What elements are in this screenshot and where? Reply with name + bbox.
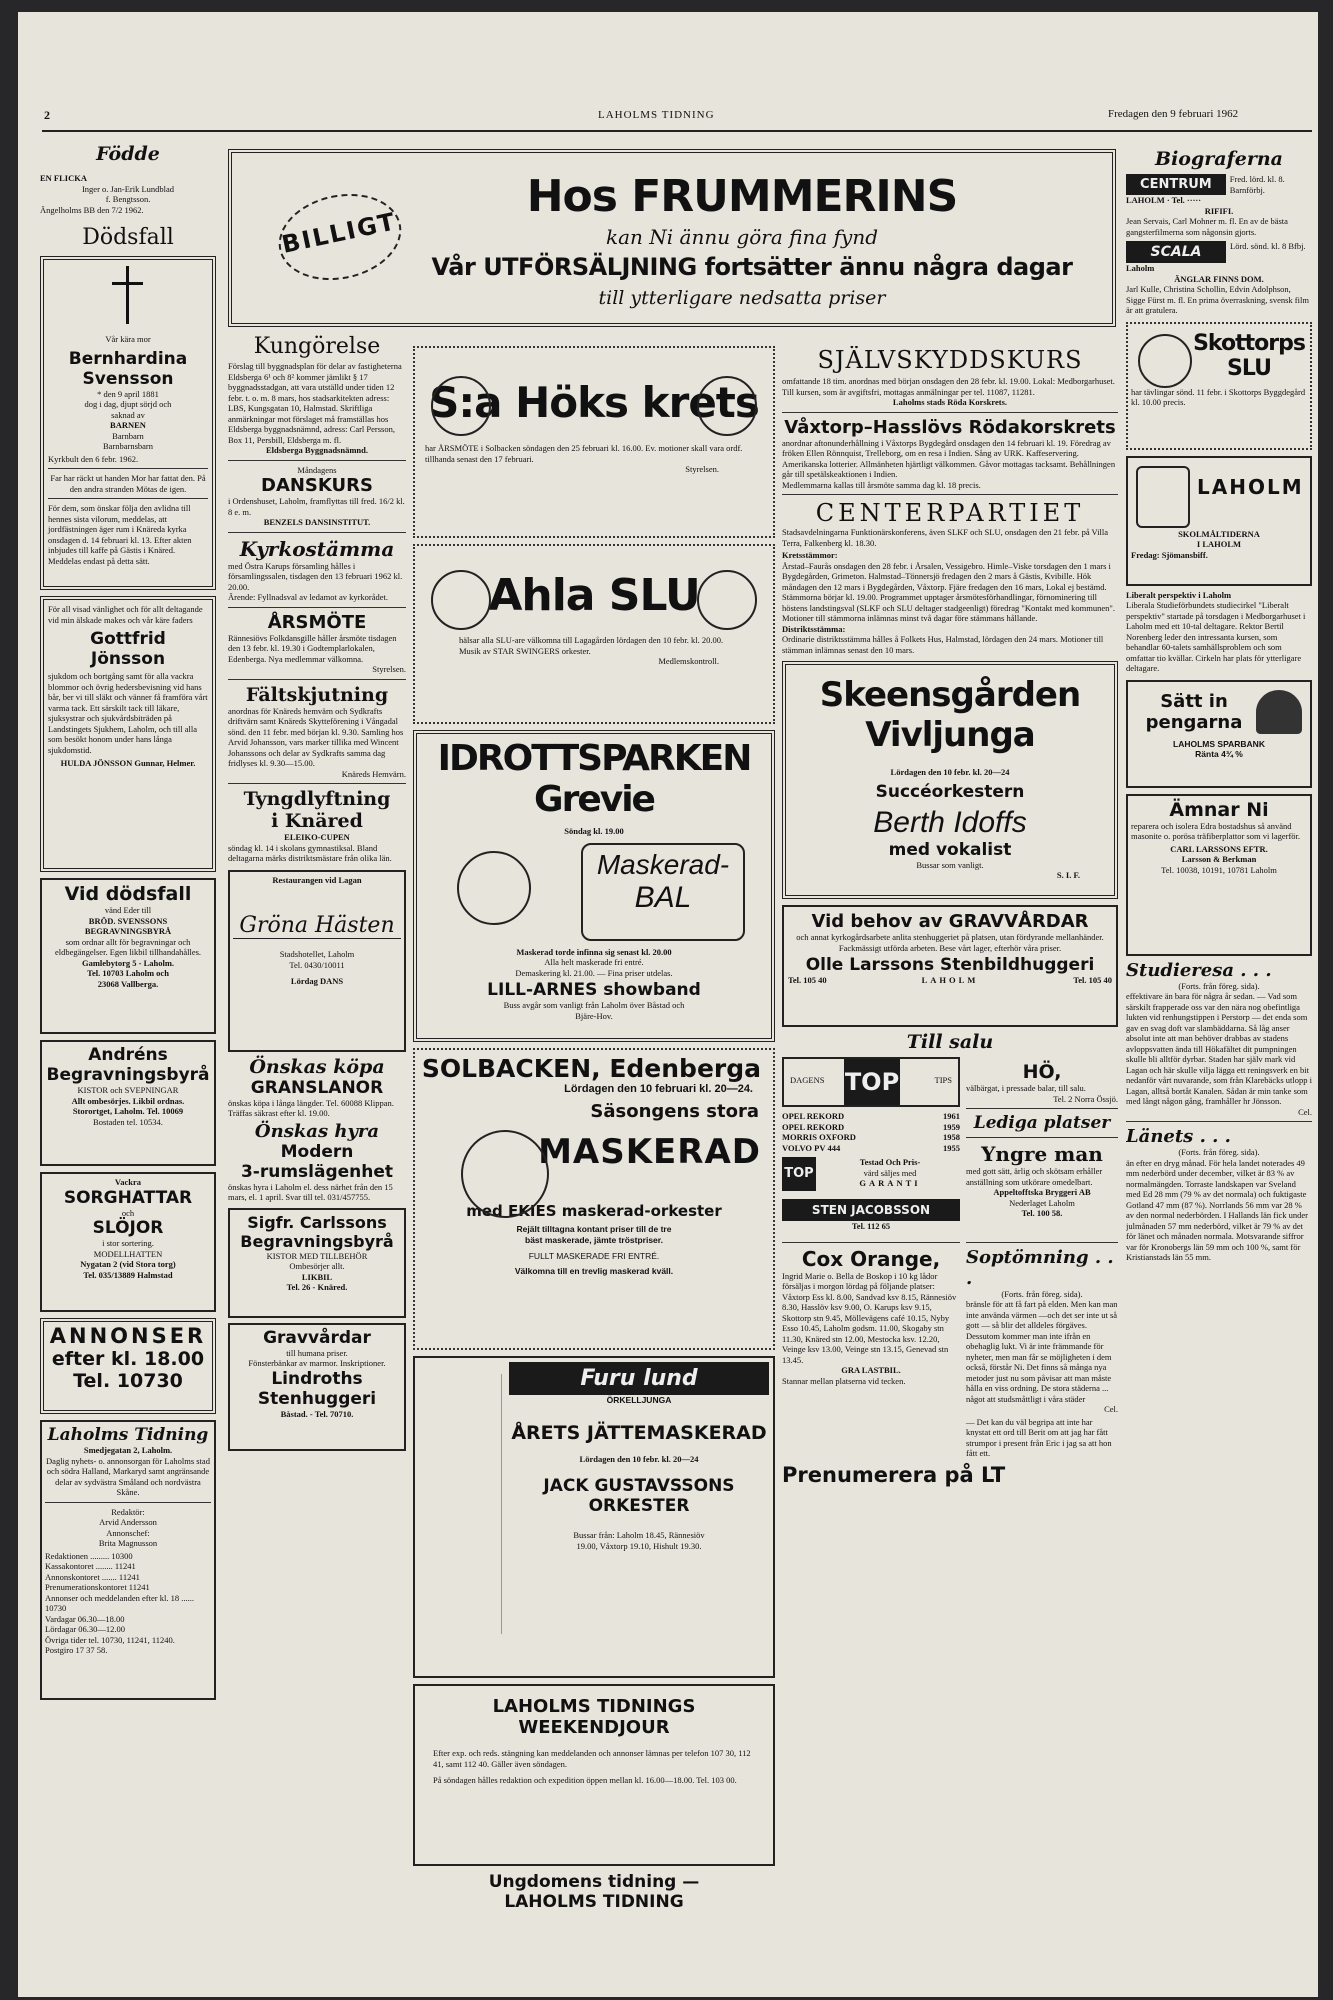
idrottsparken-l3: Demaskering kl. 21.00. — Fina priser utdelas. (515, 967, 673, 978)
scout-emblem-right-icon (697, 376, 757, 436)
ad-amnar-ni (1126, 794, 1312, 956)
skottorps-slu: SLU (1227, 355, 1271, 381)
kungorelse-sign: Eldsberga Byggnadsnämnd. (265, 445, 369, 455)
obit1-place: Kyrkbult den 6 febr. 1962. (48, 453, 139, 464)
ad-ahla-slu (413, 544, 775, 724)
masthead-editor: Arvid Andersson (99, 1517, 157, 1527)
tyngdlyft-body: söndag kl. 14 i skolans gymnastiksal. Bland deltagarna märks distriktsmästare från olika län. (228, 842, 392, 863)
ad-vid-dodsfall-title: Vid dödsfall (64, 883, 192, 905)
solbacken-maskerad: MASKERAD (538, 1132, 761, 1172)
maskerad-bal-t2: BAL (634, 880, 692, 914)
grona-hasten-l3: Lördag DANS (290, 976, 344, 986)
soptomning-body: bränsle för att få fart på elden. Men kan man inte använda värmen —och det ser inte ut så gott — så blir det alldeles förgäves. Dessutom kommer man inte ifrån en obehaglig lukt. Vi är inte främmande för nyheter, men man får se möjligheten i dem också, förstår Ni. Det finns så många nya metoder just nu som påvisar att man måste hålla en viss ordning. De stora städerna ... något att studsmåttligt i våra städer (966, 1299, 1118, 1404)
lindroths-t1: Gravvårdar (263, 1327, 371, 1348)
gravvardar-tel1: Tel. 105 40 (788, 975, 827, 985)
ho-body: välbärgat, i pressade balar, till salu. (966, 1083, 1086, 1093)
weekendjour-t1: LAHOLMS TIDNINGS (492, 1696, 696, 1717)
furulund-date: Lördagen den 10 febr. kl. 20—24 (579, 1453, 699, 1464)
ad-andrens-title1: Andréns (88, 1045, 168, 1065)
laholm-title: LAHOLM (1197, 474, 1304, 499)
carlssons-t1: Sigfr. Carlssons (247, 1212, 387, 1232)
soptomning-cont: (Forts. från föreg. sida). (1001, 1288, 1083, 1299)
ad-hats-l2: i stor sortering. (102, 1238, 154, 1248)
weekendjour-body2: På söndagen hålles redaktion och expedition öppen mellan kl. 16.00—18.00. Tel. 103 00. (433, 1775, 737, 1785)
slu-emblem-right-icon (697, 570, 757, 630)
masthead-box (40, 1420, 216, 1700)
kyrkostamma-heading: Kyrkostämma (239, 536, 395, 561)
carlssons-l1: KISTOR MED TILLBEHÖR (266, 1250, 368, 1261)
ahla-slu-music: Musik av STAR SWINGERS orkester. (459, 645, 591, 656)
obit2-name-first: Gottfrid (90, 629, 166, 649)
granslanor-heading: GRANSLANOR (250, 1077, 384, 1098)
ad-hats-title1: SORGHATTAR (63, 1187, 193, 1208)
skolmaltider-t1: SKOLMÅLTIDERNA (1178, 528, 1260, 539)
skeensgarden-sign: S. I. F. (1056, 870, 1080, 880)
births-line-2: Inger o. Jan-Erik Lundblad (81, 183, 175, 194)
centrum-times: Fred. lörd. kl. 8. Barnförbj. (1229, 174, 1285, 195)
ungdomens-tidning-t2: LAHOLMS TIDNING (504, 1892, 684, 1912)
obit1-intro: Vår kära mor (105, 334, 151, 344)
banner-sub2: Vår UTFÖRSÄLJNING fortsätter ännu några dagar (431, 253, 1073, 281)
kyrkostamma-body: med Östra Karups församling hålles i församlingssalen, tisdagen den 13 februari 1962 kl. 20.00. (228, 560, 403, 592)
column-2 (228, 334, 406, 1994)
carlssons-l2: Ombesörjer allt. (289, 1261, 345, 1271)
centerpartiet-kretsstammor: Kretsstämmor: (782, 550, 838, 560)
ad-annonser-title: ANNONSER (49, 1324, 207, 1348)
tree-icon (1256, 690, 1302, 734)
skolmaltider-t2: I LAHOLM (1196, 539, 1242, 549)
slu-emblem-left-icon (431, 570, 491, 630)
gravvardar-tel2: Tel. 105 40 (1073, 975, 1112, 985)
solbacken-sub: Säsongens stora (590, 1101, 759, 1122)
lanets-body: än efter en dryg månad. För hela landet noterades 49 mm nederbörd under december, vilket är 83 % av normalmängden. Torraste landskapen var Sveland med Ed 28 mm (79 % av det normala) och fuktigaste Gotland 47 mm (87 %). Norrlands 56 mm var 28 % av den normal nederbörden. I Hallands län fick under julmånaden 57 mm nederbörd, vilket är 79 % av det för länet och månaden normala. Motsvarande siffror var för Kronobergs län 59 mm och 100 %, samt för Kristianstads län 55 mm. (1126, 1157, 1308, 1262)
sa-hoks-title: S:a Höks krets (429, 378, 759, 427)
mask-illustration (421, 837, 767, 947)
ad-annonser (40, 1318, 216, 1414)
banner-sub3: till ytterligare nedsatta priser (598, 287, 886, 309)
skottorps-title: Skottorps (1193, 330, 1305, 356)
ad-vid-dodsfall-l2: BRÖD. SVENSSONS (88, 915, 168, 926)
billigt-badge-text: BILLIGT (279, 207, 399, 259)
ad-carlssons (228, 1208, 406, 1318)
masthead-editor-label: Redaktör: (111, 1506, 145, 1517)
gravvardar-footer (788, 975, 1112, 986)
births-line-1: EN FLICKA (40, 173, 87, 183)
scout-emblem-left-icon (431, 376, 491, 436)
film1-title: RIFIFI. (1204, 205, 1234, 216)
centerpartiet-heading: CENTERPARTIET (815, 499, 1085, 527)
ad-andrens (40, 1040, 216, 1166)
arsmote-heading: ÅRSMÖTE (267, 611, 367, 633)
sales-line: värd säljes med (863, 1167, 917, 1178)
danskurs-body: i Ordenshuset, Laholm, framflyttas till fred. 16/2 kl. 8 e. m. (228, 496, 405, 517)
ad-idrottsparken (413, 730, 775, 1042)
lindroths-l3: Båstad. - Tel. 70710. (280, 1408, 354, 1419)
sten-jacobsson-logo: STEN JACOBSSON (782, 1199, 960, 1221)
column-4 (782, 346, 1118, 1996)
film2-title: ÄNGLAR FINNS DOM. (1174, 273, 1264, 284)
cox-orange-sign: GRA LASTBIL. (841, 1365, 901, 1375)
ad-annonser-phone: Tel. 10730 (73, 1370, 183, 1392)
biografer-heading: Biograferna (1155, 148, 1283, 170)
lediga-platser-heading: Lediga platser (973, 1113, 1111, 1133)
obit1-born: * den 9 april 1881 (97, 388, 159, 399)
furulund-logo: Furu lund (509, 1362, 769, 1395)
sparbank-t2: pengarna (1145, 711, 1243, 733)
tyngdlyft-heading1: Tyngdlyftning (243, 788, 391, 810)
obituary-1 (40, 256, 216, 590)
centrum-place: LAHOLM · Tel. ····· (1126, 195, 1202, 205)
solbacken-l3: FULLT MASKERADE FRI ENTRÉ. (528, 1251, 660, 1261)
masthead-desc: Daglig nyhets- o. annonsorgan för Laholms stad och södra Halland, Markaryd samt angränsande delar av sydvästra Småland och nordvästra Skåne. (46, 1455, 210, 1497)
cox-orange-note: Stannar mellan platserna vid tecken. (782, 1375, 906, 1386)
tyngdlyft-heading2: i Knäred (271, 810, 363, 832)
liberalt-heading: Liberalt perspektiv i Laholm (1126, 589, 1232, 600)
ad-grona-hasten (228, 870, 406, 1052)
studieresa-cont: (Forts. från föreg. sida). (1178, 980, 1260, 991)
carlssons-l4: Tel. 26 - Knäred. (286, 1282, 348, 1292)
skeensgarden-name: Berth Idoffs (873, 805, 1027, 839)
skolmaltider-friday: Fredag: Sjömansbiff. (1131, 549, 1208, 560)
maskerad-bal-box (581, 843, 745, 941)
ho-address: Tel. 2 Norra Össjö. (1053, 1093, 1118, 1104)
ad-hats-l1: Vackra (114, 1177, 142, 1187)
solbacken-l4: Välkomna till en trevlig maskerad kväll. (514, 1265, 674, 1276)
film2-desc: Jarl Kulle, Christina Schollin, Edvin Adolphson, Sigge Fürst m. fl. En prima överraskning, svensk film är att gratulera. (1126, 284, 1309, 315)
laholm-crest-icon (1136, 466, 1190, 528)
modern-heading: Modern (280, 1141, 354, 1162)
births-heading: Födde (96, 143, 160, 165)
page-header (18, 102, 1318, 132)
studieresa-sign: Cel. (1298, 1106, 1312, 1117)
scala-place: Laholm (1126, 263, 1155, 273)
centerpartiet-distrikt: Distriktsstämma: (782, 623, 846, 634)
ad-vid-dodsfall-l3: BEGRAVNINGSBYRÅ (84, 926, 172, 936)
furulund-l2: 19.00, Våxtorp 19.10, Hishult 19.30. (576, 1540, 702, 1551)
maskerad-bal-t1: Maskerad- (596, 848, 730, 880)
rodakors-body: anordnar aftonunderhållning i Våxtorps Bygdegård onsdagen den 14 februari kl. 19. Föredrag av fröken Ellen Rönnquist, Trelleborg, om en resa i Indien. Sång av URK. Kaffeservering. Amerikanska lotterier. Allmänheten hjärtligt välkommen. Gåvor mottagas tacksamt. Behållningen går till spetälskeaktionen i Indien. (782, 437, 1116, 479)
ad-skottorps-slu (1126, 322, 1312, 450)
idrottsparken-date: Söndag kl. 19.00 (564, 826, 624, 836)
ad-vid-dodsfall-l7: 23068 Vallberga. (97, 978, 159, 989)
lanets-heading: Länets . . . (1126, 1126, 1231, 1147)
grona-hasten-l2: Tel. 0430/10011 (289, 959, 345, 970)
obit2-body: sjukdom och bortgång samt för alla vackra blommor och övrig hedersbevisning vid hans bår, ber vi till släkt och vänner få framföra vårt varma tack. Ett särskilt tack till läkare, sjuksystrar och sjukvårdsbiträden på Landstingets Sjukhem, Laholm, och till alla som besökt honom under hans långa sjukdomstid. (48, 671, 208, 755)
centerpartiet-body3: Ordinarie distriktsstämma hålles å Folkets Hus, Halmstad, lördagen den 24 mars. Motioner till stämman inlämnas senast den 10 mars. (782, 634, 1104, 655)
arsmote-sign: Styrelsen. (372, 664, 406, 674)
ad-vid-dodsfall-l6: Tel. 10703 Laholm och (87, 968, 169, 978)
lindroths-l1: till humana priser. (286, 1347, 348, 1358)
arsmote-body: Rännesiövs Folkdansgille håller årsmöte tisdagen den 13 febr. kl. 19.30 i Godtemplarlokalen, Edenberga. Nya medlemmar välkomna. (228, 632, 397, 664)
weekendjour-body: Efter exp. och reds. stängning kan meddelanden och annonser lämnas per telefon 107 30, 112 41, samt 112 40. Gäller även söndagen. (433, 1748, 751, 1769)
sjalvskydd-sign: Laholms stads Röda Korskrets. (892, 397, 1008, 407)
amnar-ni-tel: Tel. 10038, 10191, 10781 Laholm (1161, 864, 1277, 875)
studieresa-heading: Studieresa . . . (1126, 959, 1272, 981)
danskurs-heading: DANSKURS (261, 475, 373, 496)
skeensgarden-title: Skeensgården Vivljunga (819, 675, 1081, 755)
kungorelse-body: Förslag till byggnadsplan för delar av fastigheterna Eldsberga 6¹ och 8² kommer jämlikt § 17 byggnadsstadgan, att vara utställd under tiden 12 febr. t. o. m. 8 mars, hos stadsarkitekten adress: LBS, Kungsgatan 10, Halmstad. Skriftliga anmärkningar mot förslaget må framställas hos Eldsberga byggnadsnämnd, adress: Carl Persson, Box 11, Persbill, Eldsberga m. fl. (228, 361, 402, 445)
granslanor-body: önskas köpa i långa längder. Tel. 60088 Klippan. Träffas säkrast efter kl. 19.00. (228, 1097, 394, 1118)
ad-solbacken (413, 1048, 775, 1350)
sjalvskydd-body: omfattande 18 tim. anordnas med början onsdagen den 28 febr. kl. 19.00. Lokal: Medborgarhuset. Till kursen, som är avgiftsfri, mottagas anmälningar per tel. 11087, 11281. (782, 376, 1115, 397)
liberalt-body: Liberala Studieförbundets studiecirkel "Liberalt perspektiv" startade på torsdagen i Medborgarhuset i Laholm med ett 10-tal deltagare. Rektor Bertil Norenberg leder den intressanta kursen, som behandlar 60-talets samhällsproblem och som omfattar tio kvällar. Cirkeln har plats för ytterligare deltagare. (1126, 600, 1306, 673)
faltskjutning-body: anordnas för Knäreds hemvärn och Sydkrafts driftvärn samt Knäreds Skytteförening i Vångadal sönd. den 11 febr. med början kl. 9.30. Samling hos Arvid Johansson, vars marker tillika med Wincent Johanssons och delar av Sydkrafts samma dag fridlyses kl. 9.30—15.00. (228, 705, 404, 768)
births-line-3: f. Bengtsson. (105, 194, 151, 204)
ad-annonser-price: efter kl. 18.00 (51, 1348, 205, 1370)
ungdomens-tidning-t1: Ungdomens tidning — (488, 1872, 700, 1892)
banner-sub1: kan Ni ännu göra fina fynd (605, 225, 879, 249)
yngre-man-tel: Tel. 100 58. (1021, 1208, 1063, 1218)
solbacken-title: SOLBACKEN, Edenberga (421, 1054, 761, 1083)
ad-weekendjour (413, 1684, 775, 1866)
masthead-address: Smedjegatan 2, Laholm. (83, 1445, 173, 1455)
column-5 (1126, 148, 1312, 1997)
car-row-3: MORRIS OXFORD 1958 (782, 1132, 960, 1142)
grona-hasten-top: Restaurangen vid Lagan (272, 874, 362, 885)
kungorelse-heading: Kungörelse (253, 334, 381, 359)
obit1-name-first: Bernhardina (68, 348, 188, 369)
sjalvskydd-heading: SJÄLVSKYDDSKURS (817, 346, 1083, 374)
ad-furulund (413, 1356, 775, 1678)
sparbank-t1: Sätt in (1160, 690, 1228, 712)
soptomning-heading: Soptömning . . . (966, 1246, 1114, 1289)
furulund-band1: JACK GUSTAVSSONS (543, 1476, 735, 1496)
solbacken-l1: Rejält tilltagna kontant priser till de tre (516, 1224, 672, 1234)
amnar-ni-names: Larsson & Berkman (1181, 854, 1257, 864)
cross-icon (48, 264, 208, 326)
soptomning-sign: Cel. (1104, 1404, 1118, 1414)
ahla-slu-body: hälsar alla SLU-are välkomna till Lagagården lördagen den 10 febr. kl. 20.00. (459, 635, 724, 645)
danskurs-sign: BENZELS DANSINSTITUT. (263, 517, 371, 527)
lanets-cont: (Forts. från föreg. sida). (1178, 1147, 1260, 1157)
car-row-1: OPEL REKORD 1961 (782, 1111, 960, 1121)
gravvardar-company: Olle Larssons Stenbildhuggeri (805, 955, 1095, 975)
ad-hats-l3: MODELLHATTEN (93, 1248, 163, 1259)
ad-sparbank (1126, 680, 1312, 788)
column-1 (40, 137, 216, 1997)
yngre-man-body: med gott sätt, ärlig och skötsam erhåller anställning som utkörare omedelbart. (966, 1166, 1103, 1187)
obit1-died: dog i dag, djupt sörjd och (84, 399, 172, 409)
sparbank-name: LAHOLMS SPARBANK (1173, 738, 1265, 749)
ad-andrens-l3: Storortget, Laholm. Tel. 10069 (72, 1106, 184, 1116)
skeensgarden-sub: Succéorkestern (875, 781, 1025, 802)
clown-icon (457, 851, 531, 925)
film1-desc: Jean Servais, Carl Mohner m. fl. En av de bästa gangsterfilmerna som någonsin gjorts. (1126, 216, 1288, 237)
ahla-slu-title: Ahla SLU (488, 570, 700, 621)
idrottsparken-l1: Maskerad torde infinna sig senast kl. 20.00 (516, 946, 672, 957)
faltskjutning-heading: Fältskjutning (245, 683, 389, 706)
sa-hoks-sign: Styrelsen. (685, 464, 719, 474)
skeensgarden-vocal: med vokalist (888, 839, 1012, 860)
cox-orange-body: Ingrid Marie o. Bella de Boskop i 10 kg lådor försäljas i morgon lördag på följande platser: Våxtorp Ess kl. 8.00, Sandvad ksv 8.15, Rännesiöv 8.30, Hasslöv ksv 9.00, O. Karups ksv 9.15, Skottorp stn 9.45, Möllevägens café 10.15, Nyby Esso 10.45, Laholm godsm. 11.00, Skogaby stn 11.30, Knäred stn 12.00, Mestocka ksv. 12.20, Veinge ksv 13.00, Veinge stn 13.15, Genevad stn 13.45. (782, 1270, 957, 1365)
top-logo: TOP (844, 1059, 900, 1105)
deaths-heading: Dödsfall (82, 225, 174, 250)
obit1-grandchildren: Barnbarn (112, 430, 144, 441)
issue-date: Fredagen den 9 februari 1962 (1108, 108, 1239, 120)
masthead-title: Laholms Tidning (47, 1425, 209, 1445)
ad-vid-dodsfall-l5: Gamlebytorg 5 - Laholm. (81, 957, 175, 968)
ad-vid-dodsfall (40, 878, 216, 1034)
amnar-ni-body: reparera och isolera Edra bostadshus så använd masonite o. porösa träfiberplattor som vi lagerför. (1131, 820, 1301, 841)
masthead-manager: Brita Magnusson (98, 1538, 158, 1548)
grona-hasten-logo: Gröna Hästen (233, 913, 401, 939)
page-number: 2 (44, 108, 50, 122)
obit1-missed: saknad av (111, 409, 145, 420)
yngre-man-address: Nederlaget Laholm (1009, 1197, 1075, 1208)
obit1-name-last: Svensson (82, 368, 174, 389)
obit1-verse: Far har räckt ut handen Mor har fattat den. På den andra stranden Mötas de igen. (50, 473, 206, 494)
dancer-illustration (425, 1374, 502, 1634)
centrum-logo: CENTRUM (1126, 174, 1226, 195)
ad-andrens-l2: Allt ombesörjes. Likbil ordnas. (71, 1095, 185, 1106)
carlssons-l3: LIKBIL (301, 1271, 333, 1282)
ho-heading: HÖ, (1022, 1061, 1062, 1083)
centerpartiet-body2: Årstad–Faurås onsdagen den 28 febr. i Årsalen, Vessigebro. Himle–Viske torsdagen den 1 mars i Bygdegården, Grimeton. Halmstad–Tönnersjö fredagen den 2 mars å Gästis, Kvibille. Hök måndagen den 12 mars i Bygdegården, Våxtorp. Fjäre fredagen den 16 mars, Lokal ej bestämd. Stämmorna börjar kl. 19.00. Programmet upptager årsmötesförhandlingar, förnominering till höstens landstingsval (SLKF och SLU deltager stadgeenligt) föredrag "Kontakt med kommunen". Motioner till stämmorna inlämnas minst två dagar före stämmans hållande. (782, 560, 1115, 623)
idrottsparken-l5: Bjäre-Hov. (575, 1010, 613, 1021)
ad-hats-and: och (121, 1207, 135, 1218)
column-3 (413, 346, 775, 1996)
idrottsparken-l4: Buss avgår som vanligt från Laholm över Båstad och (503, 1000, 685, 1010)
danskurs-pre: Måndagens (297, 464, 337, 475)
ahla-slu-sign: Medlemskontroll. (658, 656, 719, 666)
onskas-hyra-heading: Önskas hyra (254, 1120, 380, 1142)
top-small-logo: TOP (782, 1157, 816, 1191)
soptomning-quote: — Det kan du väl begripa att inte har knystat ett ord till Berit om att jag har fått strumpor i present från Eric i jag sa att hon fått ett. (966, 1416, 1112, 1458)
ad-frummerins (228, 149, 1116, 327)
obit1-children: BARNEN (110, 420, 146, 430)
obit1-greatgrand: Barnbarnsbarn (102, 441, 154, 451)
ad-vid-dodsfall-l4: som ordnar allt för begravningar och eldbegängelser. Egen likbil tillhandahålles. (54, 936, 202, 957)
ad-hats (40, 1172, 216, 1312)
cox-orange-heading: Cox Orange, (801, 1246, 941, 1271)
ad-andrens-l4: Bostaden tel. 10534. (93, 1116, 163, 1127)
amnar-ni-title: Ämnar Ni (1169, 798, 1269, 821)
furulund-title: ÅRETS JÄTTEMASKERAD (511, 1421, 767, 1444)
lindroths-t3: Stenhuggeri (257, 1388, 377, 1409)
furulund-place: ÖRKELLJUNGA (606, 1395, 672, 1405)
skottorps-body: har tävlingar sönd. 11 febr. i Skottorps Byggdegård kl. 10.00 precis. (1131, 386, 1306, 407)
rodakors-note: Medlemmarna kallas till årsmöte samma dag kl. 18 precis. (782, 479, 981, 490)
lindroths-l2: Fönsterbänkar av marmor. Inskriptioner. (248, 1358, 386, 1368)
skottorps-emblem-icon (1138, 334, 1192, 388)
gravvardar-place: LAHOLM (921, 975, 979, 985)
sparbank-rate: Ränta 4¾ % (1195, 749, 1243, 759)
banner-title: Hos FRUMMERINS (526, 171, 958, 222)
ad-sa-hoks-krets (413, 346, 775, 538)
furulund-band2: ORKESTER (588, 1496, 690, 1516)
masthead-manager-label: Annonschef: (106, 1527, 150, 1538)
furulund-l1: Bussar från: Laholm 18.45, Rännesiöv (573, 1530, 705, 1540)
car-row-4: VOLVO PV 444 1955 (782, 1142, 960, 1153)
solbacken-l2: bäst maskerade, jämte tröstpriser. (525, 1234, 663, 1245)
ad-hats-l5: Tel. 035/13889 Halmstad (83, 1269, 173, 1280)
tips-label: TIPS (934, 1075, 952, 1085)
idrottsparken-title: IDROTTSPARKEN Grevie (437, 738, 751, 820)
grona-hasten-l1: Stadshotellet, Laholm (279, 949, 355, 959)
gravvardar-body: och annat kyrkogårdsarbete anlita stenhuggeriet på platsen, utan fördyrande mellanhänder. Fackmässigt utförda arbeten. Bese vårt lager, efterhör våra priser. (796, 932, 1104, 953)
obit2-name-last: Jönsson (90, 649, 166, 669)
studieresa-body: effektivare än bara för några år sedan. — Vad som särskilt frapperade oss var den nära nog obefintliga lukten vid renhungstippen i Perstorp — det enda som gav en svag doft var slambäddarna. Så låg anser absolut inte att man behöver drabbas av stadens avloppsvatten ända till Hökafältet dit pumpningen skulle bli alltför dyrbar. Staden har själv mark vid Lagan och här skulle vilja lägga ett reningsverk en bit nedanför vårt nuvarande, som från Klarebäcks utlopp i Lagan, alltså bortåt Kanalen. Sådan är min tanke som med långt någon gång, framhåller hr Jönsson. (1126, 991, 1312, 1106)
births-line-4: Ängelholms BB den 7/2 1962. (40, 204, 144, 215)
amnar-ni-company: CARL LARSSONS EFTR. (1170, 843, 1268, 854)
solbacken-date: Lördagen den 10 februari kl. 20—24. (564, 1083, 753, 1095)
kyrkostamma-arende: Ärende: Fyllnadsval av ledamot av kyrkorådet. (228, 592, 389, 602)
ad-hats-title2: SLÖJOR (92, 1218, 164, 1238)
yngre-man-heading: Yngre man (981, 1142, 1103, 1166)
skeensgarden-bus: Bussar som vanligt. (916, 859, 984, 870)
yngre-man-company: Appeltofftska Bryggeri AB (993, 1187, 1091, 1197)
testad-line: Testad Och Pris- (859, 1157, 921, 1167)
scala-logo: SCALA (1126, 241, 1226, 263)
idrottsparken-l2: Alla helt maskerade fri entré. (544, 957, 644, 967)
dagens-top-tips (782, 1057, 960, 1107)
tyngdlyft-club: ELEIKO-CUPEN (284, 832, 350, 842)
centerpartiet-body: Stadsavdelningarna Funktionärskonferens, även SLKF och SLU, onsdagen den 21 febr. på Villa Terra, Falkenberg kl. 18.30. (782, 527, 1109, 548)
ad-skeensgarden (782, 661, 1118, 899)
billigt-badge (271, 183, 410, 291)
hyra-body: önskas hyra i Laholm el. dess närhet från den 15 mars, el. 1 april. Svar till tel. 031/457755. (228, 1181, 393, 1202)
ad-vid-dodsfall-l1: vänd Eder till (104, 905, 152, 915)
obit2-signed: HULDA JÖNSSON Gunnar, Helmer. (60, 758, 196, 768)
ad-hats-l4: Nygatan 2 (vid Stora torg) (80, 1259, 176, 1269)
rodakors-heading: Våxtorp–Hasslövs Rödakorskrets (784, 416, 1116, 438)
weekendjour-t2: WEEKENDJOUR (518, 1717, 670, 1738)
ad-laholm-skolmaltider (1126, 456, 1312, 586)
newspaper-name: LAHOLMS TIDNING (598, 109, 715, 121)
prenumerera-heading: Prenumerera på LT (782, 1462, 1006, 1487)
carlssons-t2: Begravningsbyrå (240, 1231, 394, 1251)
scala-times: Lörd. sönd. kl. 8 Bfbj. (1230, 241, 1306, 251)
garanti-line: GARANTI (859, 1178, 921, 1188)
trumpet-player-icon (461, 1130, 549, 1218)
sten-jacobsson-tel: Tel. 112 65 (851, 1221, 891, 1231)
ad-lindroths (228, 1323, 406, 1451)
solbacken-band: med EKIES maskerad-orkester (466, 1202, 722, 1220)
obit1-notice: För dem, som önskar följa den avlidna till hennes sista vilorum, meddelas, att jordfästningen äger rum i Knäreda kyrka onsdagen d. 14 februari kl. 13. Efter akten inbjudes till kaffe på Gästis i Knäred. Meddelas endast på detta sätt. (48, 503, 192, 566)
car-row-2: OPEL REKORD 1959 (782, 1121, 960, 1132)
newspaper-page (18, 12, 1318, 1997)
obit2-thanks: För all visad vänlighet och för allt deltagande vid min älskade makes och vår käre faders (48, 604, 203, 625)
ad-gravvardar (782, 905, 1118, 1027)
skeensgarden-date: Lördagen den 10 febr. kl. 20—24 (890, 767, 1010, 777)
dagens-label: DAGENS (790, 1075, 825, 1085)
obituary-2 (40, 596, 216, 872)
lindroths-t2: Lindroths (271, 1368, 363, 1389)
faltskjutning-sign: Knäreds Hemvärn. (341, 768, 406, 779)
ad-andrens-l1: KISTOR och SVEPNINGAR (77, 1085, 179, 1095)
masthead-phones: Redaktionen ......... 10300 Kassakontoret ........ 11241 Annonskontoret ....... 11241 Prenumerationskontoret 11241 Annonser och meddelanden efter kl. 18 ...... 10730 Vardagar 06.30—18.00 Lördagar 06.30—12.00 Övriga tider tel. 10730, 11241, 11240. Postgiro 17 37 58. (45, 1550, 194, 1655)
rumslagenhet-heading: 3-rumslägenhet (240, 1161, 394, 1182)
till-salu-heading: Till salu (906, 1031, 994, 1053)
gravvardar-title: Vid behov av GRAVVÅRDAR (811, 911, 1089, 932)
ad-andrens-title2: Begravningsbyrå (46, 1065, 210, 1085)
onskas-kopa-heading: Önskas köpa (249, 1055, 385, 1078)
idrottsparken-band: LILL-ARNES showband (487, 980, 701, 1000)
sa-hoks-body: har ÅRSMÖTE i Solbacken söndagen den 25 februari kl. 16.00. Ev. motioner skall vara ordf. tillhanda senast den 17 februari. (425, 443, 743, 464)
